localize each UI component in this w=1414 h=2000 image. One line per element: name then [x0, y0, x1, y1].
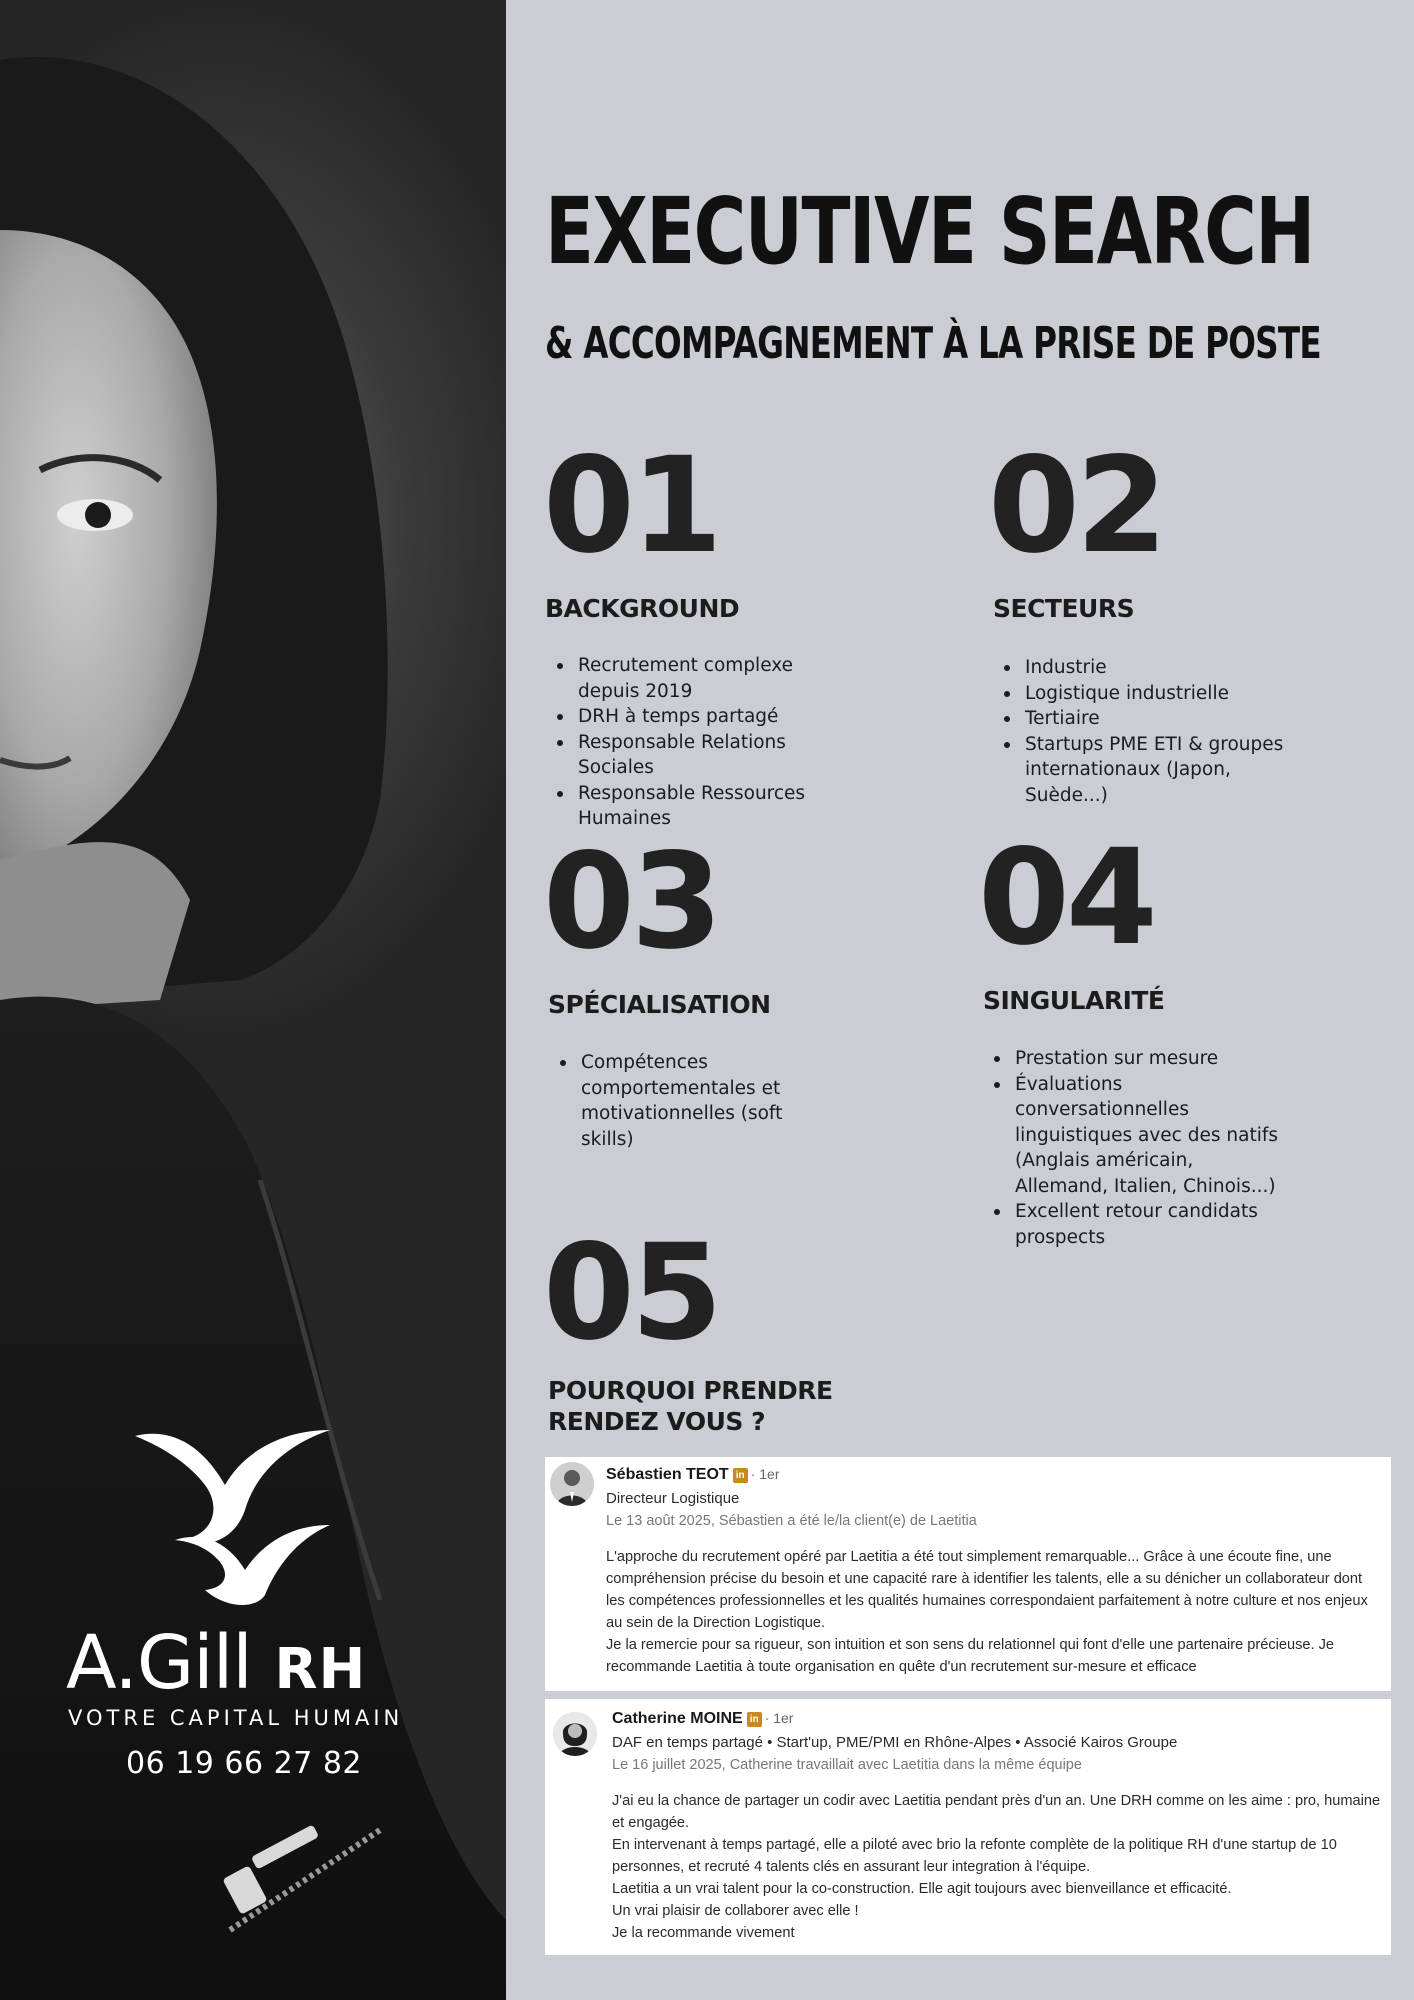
section-number-05: 05 [543, 1216, 719, 1370]
section-heading-singularite: SINGULARITÉ [983, 986, 1165, 1015]
testimonial-text: J'ai eu la chance de partager un codir avec Laetitia pendant près d'un an. Une DRH comme on les aime : pro, humaine et engagée. En intervenant à temps partagé, elle a piloté avec brio la refonte complète de la politique RH d'une startup de 10 personnes, et recruté 4 talents clés en assurant leur integration à l'équipe. Laetitia a un vrai talent pour la co-construction. Elle agit toujours avec bienveillance et efficacité. Un vrai plaisir de collaborer avec elle ! Je la recommande vivement [612, 1793, 1381, 1941]
testimonial-text: L'approche du recrutement opéré par Laetitia a été tout simplement remarquable... Grâce à une écoute fine, une compréhension précise du besoin et une capacité rare à identifier les talents, elle a su dénicher un collaborateur dont les compétences professionnelles et les qualités humaines correspondaient parfaitement à notre culture et nos enjeux au sein de la Direction Logistique. Je la remercie pour sa rigueur, son intuition et son sens du relationnel qui font d'elle une partenaire précieuse. Je recommande Laetitia à toute organisation en quête d'un recrutement sur-mesure et efficace [606, 1549, 1368, 1675]
list-item: Évaluations conversationnelles linguistiques avec des natifs (Anglais américain, Allemand, Italien, Chinois...) [982, 1072, 1282, 1200]
avatar[interactable] [553, 1712, 597, 1756]
testimonial-author[interactable]: Sébastien TEOT in · 1er [606, 1466, 780, 1483]
testimonial-date: Le 13 août 2025, Sébastien a été le/la client(e) de Laetitia [606, 1513, 977, 1529]
avatar[interactable] [550, 1462, 594, 1506]
testimonial-role: DAF en temps partagé • Start'up, PME/PMI en Rhône-Alpes • Associé Kairos Groupe [612, 1734, 1178, 1751]
linkedin-icon: in [733, 1468, 748, 1483]
section-list-secteurs [992, 655, 1312, 808]
section-list-background [545, 653, 855, 832]
list-item: Industrie [992, 655, 1312, 681]
list-item: Prestation sur mesure [982, 1046, 1282, 1072]
section-heading-background: BACKGROUND [545, 594, 740, 623]
list-item: Compétences comportementales et motivationnelles (soft skills) [548, 1050, 818, 1152]
testimonial-card [545, 1699, 1391, 1955]
list-item: Tertiaire [992, 706, 1312, 732]
list-item: DRH à temps partagé [545, 704, 855, 730]
testimonial-role: Directeur Logistique [606, 1490, 740, 1507]
phone-number[interactable]: 06 19 66 27 82 [126, 1746, 363, 1781]
brand-tagline: VOTRE CAPITAL HUMAIN [68, 1706, 404, 1730]
list-item: Logistique industrielle [992, 681, 1312, 707]
list-item: Responsable Relations Sociales [545, 730, 855, 781]
section-list-singularite [982, 1046, 1282, 1250]
section-heading-secteurs: SECTEURS [993, 594, 1135, 623]
avatar-person-icon [550, 1462, 594, 1506]
section-number-04: 04 [978, 821, 1154, 975]
portrait-panel [0, 0, 506, 2000]
brand-logo-text: A.Gill RH [66, 1620, 367, 1706]
list-item: Excellent retour candidats prospects [982, 1199, 1282, 1250]
bird-logo-icon [135, 1430, 335, 1605]
testimonial-author[interactable]: Catherine MOINE in · 1er [612, 1710, 794, 1727]
list-item: Startups PME ETI & groupes internationaux (Japon, Suède...) [992, 732, 1312, 809]
section-number-03: 03 [543, 825, 719, 979]
testimonial-date: Le 16 juillet 2025, Catherine travaillait avec Laetitia dans la même équipe [612, 1757, 1082, 1773]
section-heading-pourquoi: POURQUOI PRENDRE RENDEZ VOUS ? [548, 1376, 833, 1436]
section-list-specialisation [548, 1050, 818, 1152]
section-heading-specialisation: SPÉCIALISATION [548, 990, 771, 1019]
list-item: Responsable Ressources Humaines [545, 781, 855, 832]
testimonial-card [545, 1457, 1391, 1691]
section-number-02: 02 [988, 429, 1164, 583]
linkedin-icon: in [747, 1712, 762, 1727]
section-number-01: 01 [543, 429, 719, 583]
page-title: EXECUTIVE SEARCH [545, 178, 1314, 285]
page-subtitle: & ACCOMPAGNEMENT À LA PRISE DE POSTE [545, 318, 1321, 369]
list-item: Recrutement complexe depuis 2019 [545, 653, 855, 704]
avatar-person-icon [553, 1712, 597, 1756]
